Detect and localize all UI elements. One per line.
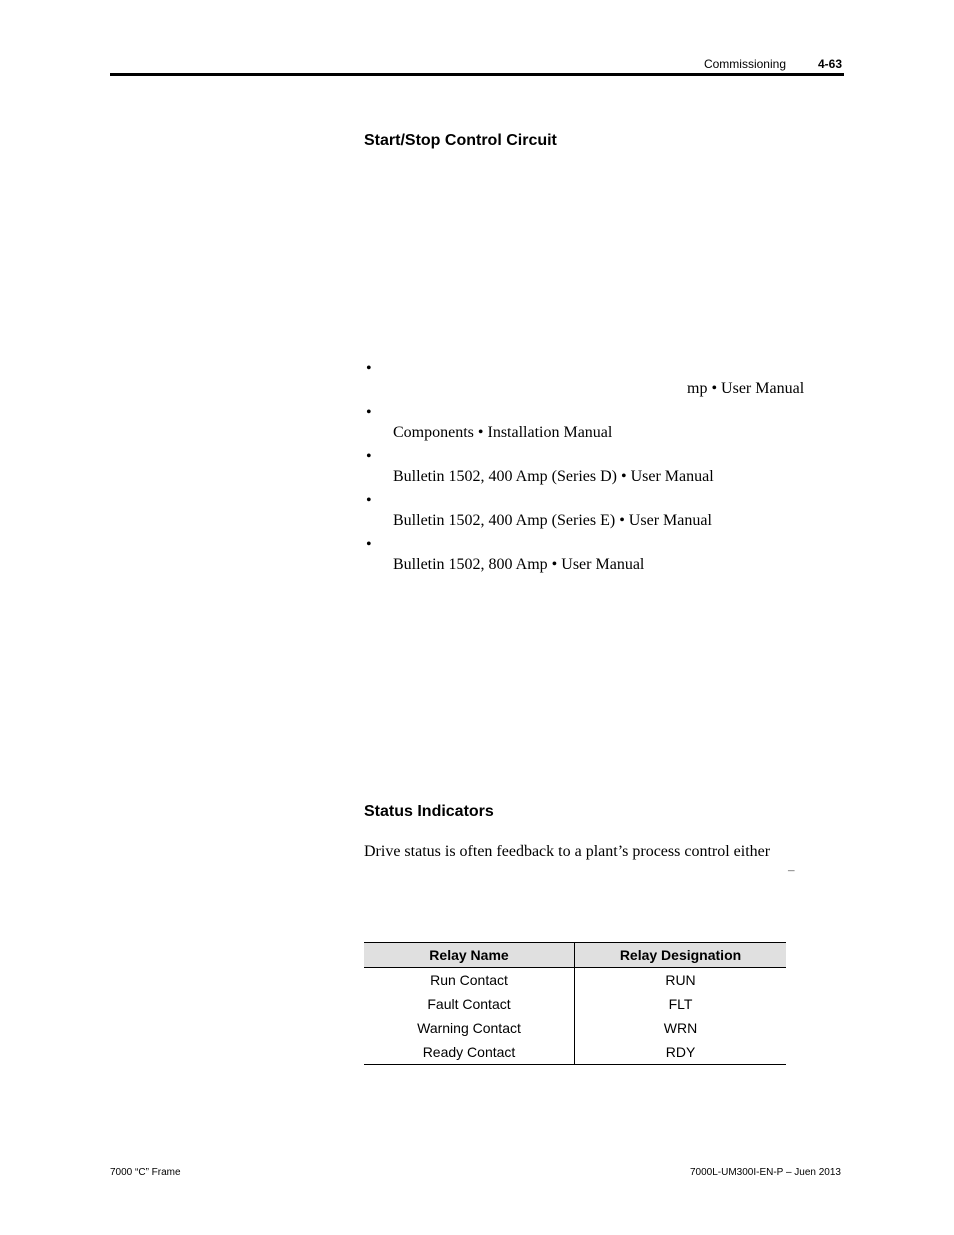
table-row	[364, 1040, 786, 1065]
bullet-3: •	[366, 448, 372, 465]
heading-status-indicators: Status Indicators	[364, 803, 494, 820]
column-header-relay-designation: Relay Designation	[575, 943, 787, 968]
header-rule	[110, 73, 844, 76]
relay-table	[364, 942, 786, 1065]
reference-item-3: Bulletin 1502, 400 Amp (Series D) • User Manual	[393, 468, 714, 485]
bullet-4: •	[366, 492, 372, 509]
relay-designation-cell: FLT	[668, 996, 693, 1012]
heading-start-stop: Start/Stop Control Circuit	[364, 132, 557, 149]
table-row	[364, 968, 786, 993]
reference-item-4: Bulletin 1502, 400 Amp (Series E) • User Manual	[393, 512, 712, 529]
relay-designation-cell: WRN	[663, 1020, 698, 1036]
relay-name-cell: Warning Contact	[364, 1016, 575, 1040]
table-header-row	[364, 943, 786, 968]
stray-dash: –	[788, 862, 795, 877]
relay-designation-cell: RUN	[665, 972, 696, 988]
relay-designation-cell: RDY	[575, 1040, 787, 1065]
bullet-2: •	[366, 404, 372, 421]
reference-item-1: mp • User Manual	[687, 380, 805, 397]
relay-name-cell: Ready Contact	[364, 1040, 575, 1065]
page-number: 4-63	[818, 57, 843, 71]
reference-item-5: Bulletin 1502, 800 Amp • User Manual	[393, 556, 645, 573]
bullet-1: •	[366, 360, 372, 377]
status-paragraph: Drive status is often feedback to a plant’s process control either	[364, 843, 771, 860]
running-header-section: Commissioning	[703, 57, 786, 71]
footer-left: 7000 “C” Frame	[110, 1167, 181, 1178]
reference-item-2: Components • Installation Manual	[393, 424, 613, 441]
bullet-5: •	[366, 536, 372, 553]
table-row	[364, 992, 786, 1016]
relay-name-cell: Fault Contact	[364, 992, 575, 1016]
footer-right: 7000L-UM300I-EN-P – Juen 2013	[689, 1167, 841, 1178]
relay-name-cell: Run Contact	[364, 968, 575, 993]
table-row	[364, 1016, 786, 1040]
column-header-relay-name: Relay Name	[364, 943, 575, 968]
